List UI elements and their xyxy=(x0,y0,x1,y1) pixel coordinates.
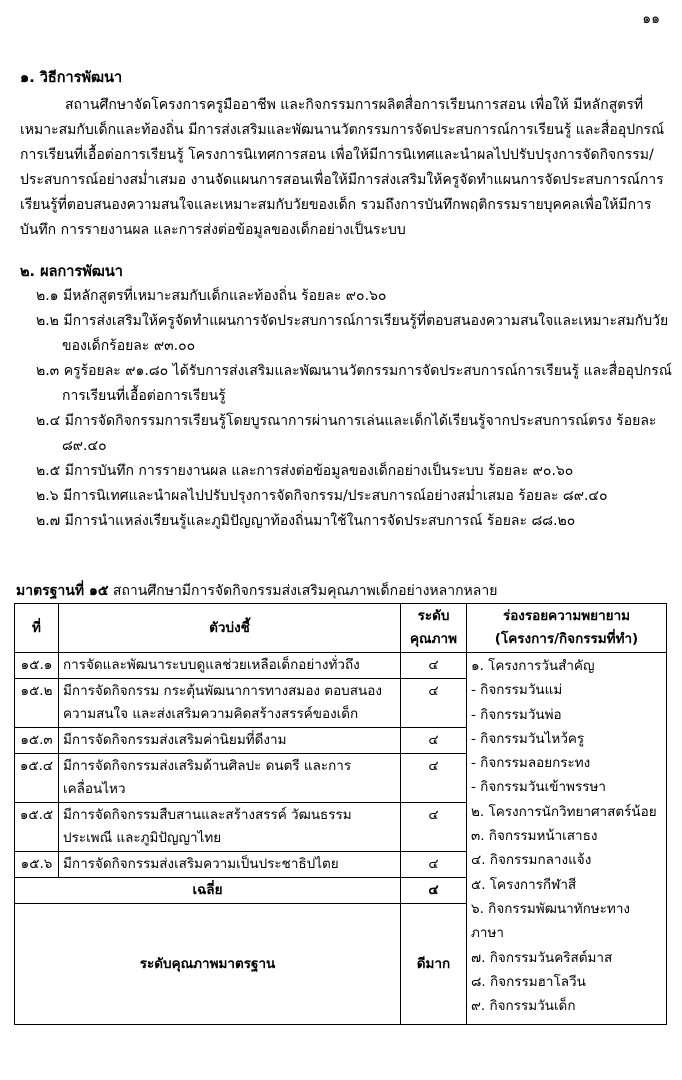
activity-item: ๕. โครงการกีฬาสี xyxy=(471,876,577,893)
indicator-line: มีการจัดกิจกรรมส่งเสริมค่านิยมที่ดีงาม xyxy=(63,732,287,748)
activity-item: - กิจกรรมวันไหว้ครู xyxy=(471,730,585,747)
section1-line: ประสบการณ์อย่างสม่ำเสมอ งานจัดแผนการสอนเพื่อให้มีการส่งเสริมให้ครูจัดทำแผนการจัดประสบการณ์การ xyxy=(20,172,664,188)
section1-line: บันทึก การรายงานผล และการส่งต่อข้อมูลของเด็กอย่างเป็นระบบ xyxy=(20,222,406,238)
row-no: ๑๕.๔ xyxy=(15,754,59,803)
activity-item: ๒. โครงการนักวิทยาศาสตร์น้อย xyxy=(471,803,657,820)
section1-line: เหมาะสมกับเด็กและท้องถิ่น มีการส่งเสริมและพัฒนานวัตกรรมการจัดประสบการณ์การเรียนรู้ และสื่ออุปกรณ์ xyxy=(20,122,665,138)
header-level-l1: ระดับ xyxy=(417,608,450,624)
indicator-line: เคลื่อนไหว xyxy=(63,781,126,797)
activity-item: - กิจกรรมวันเข้าพรรษา xyxy=(471,779,606,796)
section1-heading: ๑. วิธีการพัฒนา xyxy=(20,70,123,86)
indicator-line: มีการจัดกิจกรรม กระตุ้นพัฒนาการทางสมอง ตอบสนอง xyxy=(63,683,382,699)
row-indicator xyxy=(59,754,401,803)
indicator-line: ประเพณี และภูมิปัญญาไทย xyxy=(63,830,222,846)
result-item-cont: การเรียนที่เอื้อต่อการเรียนรู้ xyxy=(62,388,226,404)
page-number: ๑๑ xyxy=(642,11,660,27)
row-level: ๔ xyxy=(401,653,467,679)
result-item: ๒.๗ มีการนำแหล่งเรียนรู้และภูมิปัญญาท้องถิ่นมาใช้ในการจัดประสบการณ์ ร้อยละ ๘๘.๒๐ xyxy=(36,513,576,529)
result-item-cont: ๘๙.๔๐ xyxy=(62,438,107,454)
standard-label: มาตรฐานที่ ๑๕ xyxy=(16,583,109,599)
row-indicator xyxy=(59,728,401,754)
row-level: ๔ xyxy=(401,728,467,754)
result-item: ๒.๒ มีการส่งเสริมให้ครูจัดทำแผนการจัดประสบการณ์การเรียนรู้ที่ตอบสนองความสนใจและเหมาะสมกับวัย xyxy=(36,313,669,329)
activity-item: - กิจกรรมลอยกระทง xyxy=(471,755,591,772)
activity-item: - กิจกรรมวันพ่อ xyxy=(471,706,562,723)
row-no: ๑๕.๖ xyxy=(15,852,59,878)
activity-item: ๘. กิจกรรมฮาโลวีน xyxy=(471,973,586,990)
result-item: ๒.๔ มีการจัดกิจกรรมการเรียนรู้โดยบูรณาการผ่านการเล่นและเด็กได้เรียนรู้จากประสบการณ์ตรง ร้อยละ xyxy=(36,413,657,429)
header-level-l2: คุณภาพ xyxy=(410,631,457,647)
result-item-cont: ของเด็กร้อยละ ๙๓.๐๐ xyxy=(62,338,196,354)
standard-text: สถานศึกษามีการจัดกิจกรรมส่งเสริมคุณภาพเด็กอย่างหลากหลาย xyxy=(108,583,498,599)
row-level: ๔ xyxy=(401,803,467,852)
section1-line: เรียนรู้ที่ตอบสนองความสนใจและเหมาะสมกับวัยของเด็ก รวมถึงการบันทึกพฤติกรรมรายบุคคลเพื่อให้มีการ xyxy=(20,197,652,213)
activity-item: ๑. โครงการวันสำคัญ xyxy=(471,658,595,674)
row-no: ๑๕.๓ xyxy=(15,728,59,754)
standard-title xyxy=(16,580,497,602)
indicator-line: มีการจัดกิจกรรมส่งเสริมความเป็นประชาธิปไตย xyxy=(63,856,339,872)
header-evidence-l2: (โครงการ/กิจกรรมที่ทำ) xyxy=(494,631,639,647)
header-evidence xyxy=(467,604,667,653)
section2-heading: ๒. ผลการพัฒนา xyxy=(20,264,123,280)
row-level: ๔ xyxy=(401,679,467,728)
result-item: ๒.๕ มีการบันทึก การรายงานผล และการส่งต่อข้อมูลของเด็กอย่างเป็นระบบ ร้อยละ ๙๐.๖๐ xyxy=(36,463,574,479)
row-level: ๔ xyxy=(401,754,467,803)
average-value: ๔ xyxy=(401,878,467,904)
header-evidence-l1: ร่องรอยความพยายาม xyxy=(502,608,631,624)
standard-table xyxy=(14,603,667,1025)
row-no: ๑๕.๑ xyxy=(15,653,59,679)
section1-line: การเรียนที่เอื้อต่อการเรียนรู้ โครงการนิเทศการสอน เพื่อให้มีการนิเทศและนำผลไปปรับปรุงการจัดกิจกรรม/ xyxy=(20,147,654,163)
activity-item: - กิจกรรมวันแม่ xyxy=(471,682,563,699)
row-indicator xyxy=(59,852,401,878)
indicator-line: ความสนใจ และส่งเสริมความคิดสร้างสรรค์ของเด็ก xyxy=(63,706,359,722)
indicator-line: มีการจัดกิจกรรมส่งเสริมด้านศิลปะ ดนตรี และการ xyxy=(63,758,352,774)
activity-item: ๙. กิจกรรมวันเด็ก xyxy=(471,998,576,1015)
activity-item: ๖. กิจกรรมพัฒนาทักษะทาง xyxy=(471,900,631,917)
header-level xyxy=(401,604,467,653)
quality-value: ดีมาก xyxy=(401,904,467,1025)
row-indicator xyxy=(59,679,401,728)
result-item: ๒.๓ ครูร้อยละ ๙๑.๘๐ ได้รับการส่งเสริมและพัฒนานวัตกรรมการจัดประสบการณ์การเรียนรู้ และสื่ออุปกรณ์ xyxy=(36,363,672,379)
row-no: ๑๕.๕ xyxy=(15,803,59,852)
indicator-line: การจัดและพัฒนาระบบดูแลช่วยเหลือเด็กอย่างทั่วถึง xyxy=(63,657,360,673)
header-no: ที่ xyxy=(15,604,59,653)
average-label: เฉลี่ย xyxy=(15,878,401,904)
result-item: ๒.๑ มีหลักสูตรที่เหมาะสมกับเด็กและท้องถิ่น ร้อยละ ๙๐.๖๐ xyxy=(36,288,387,304)
row-level: ๔ xyxy=(401,852,467,878)
indicator-line: มีการจัดกิจกรรมสืบสานและสร้างสรรค์ วัฒนธรรม xyxy=(63,807,352,823)
activity-item: ๓. กิจกรรมหน้าเสาธง xyxy=(471,828,598,845)
quality-label: ระดับคุณภาพมาตรฐาน xyxy=(15,904,401,1025)
header-indicator: ตัวบ่งชี้ xyxy=(59,604,401,653)
row-no: ๑๕.๒ xyxy=(15,679,59,728)
result-item: ๒.๖ มีการนิเทศและนำผลไปปรับปรุงการจัดกิจกรรม/ประสบการณ์อย่างสม่ำเสมอ ร้อยละ ๘๙.๔๐ xyxy=(36,488,608,504)
row-indicator xyxy=(59,803,401,852)
activities-cell xyxy=(467,653,667,1025)
section1-line: สถานศึกษาจัดโครงการครูมืออาชีพ และกิจกรรมการผลิตสื่อการเรียนการสอน เพื่อให้ มีหลักสูตรที่ xyxy=(65,97,644,113)
activity-item: ภาษา xyxy=(471,925,504,942)
activity-item: ๗. กิจกรรมวันคริสต์มาส xyxy=(471,949,613,966)
row-indicator xyxy=(59,653,401,679)
activity-item: ๔. กิจกรรมกลางแจ้ง xyxy=(471,852,592,869)
